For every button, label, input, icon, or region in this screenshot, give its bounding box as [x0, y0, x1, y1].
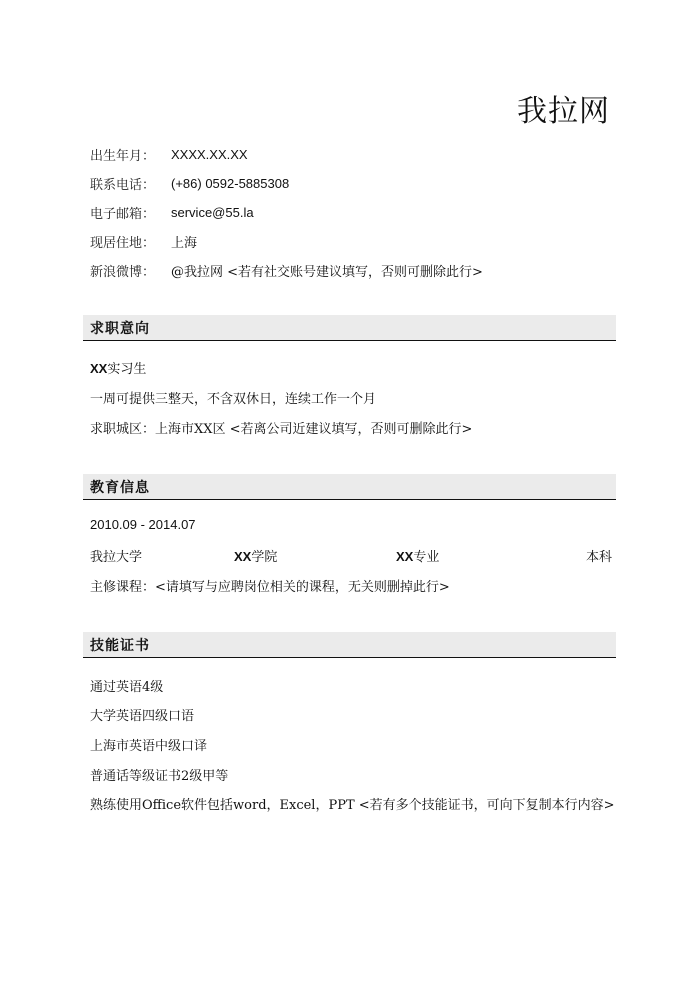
college-suffix: 学院 [251, 550, 278, 565]
skill-item: 熟练使用Office软件包括word，Excel，PPT <若有多个技能证书，可向下复制本行内容> [90, 798, 615, 813]
skill-item: 大学英语四级口语 [90, 709, 195, 724]
info-label: 现居住地： [90, 236, 156, 251]
info-label: 新浪微博： [90, 265, 156, 280]
job-city: 求职城区：上海市XX区 <若离公司近建议填写，否则可删除此行> [90, 422, 473, 437]
skill-item: 上海市英语中级口译 [90, 739, 208, 754]
info-value: XXXX.XX.XX [171, 147, 248, 162]
education-degree: 本科 [585, 550, 612, 565]
education-school: 我拉大学 [90, 550, 143, 565]
position-prefix: XX [90, 361, 108, 376]
info-row-residence [90, 227, 620, 256]
major-suffix: 专业 [413, 550, 440, 565]
info-row-weibo [90, 256, 620, 285]
personal-info [90, 140, 620, 285]
education-courses: 主修课程：<请填写与应聘岗位相关的课程，无关则删掉此行> [90, 580, 450, 595]
section-title: 教育信息 [90, 479, 150, 496]
section-header-education [83, 474, 616, 500]
info-row-phone [90, 169, 620, 198]
position-suffix: 实习生 [107, 362, 147, 377]
skill-item: 通过英语4级 [90, 680, 164, 695]
section-title: 求职意向 [90, 320, 150, 337]
resume-name: 我拉网 [517, 94, 610, 129]
job-availability: 一周可提供三整天，不含双休日，连续工作一个月 [90, 392, 377, 407]
info-value: (+86) 0592-5885308 [171, 176, 290, 191]
info-row-birth [90, 140, 620, 169]
info-label: 出生年月： [90, 149, 156, 164]
education-major [396, 546, 439, 565]
education-period: 2010.09 - 2014.07 [90, 517, 196, 532]
section-header-skills [83, 632, 616, 658]
job-position [90, 358, 146, 377]
college-prefix: XX [234, 549, 252, 564]
info-row-email [90, 198, 620, 227]
info-label: 电子邮箱： [90, 207, 156, 222]
education-college [234, 546, 277, 565]
section-title: 技能证书 [90, 637, 150, 654]
info-value: service@55.la [171, 205, 254, 220]
skill-item: 普通话等级证书2级甲等 [90, 769, 229, 784]
section-header-job-intention [83, 315, 616, 341]
info-label: 联系电话： [90, 178, 156, 193]
info-value: 上海 [171, 236, 198, 251]
education-row [90, 546, 612, 564]
info-value: @我拉网 <若有社交账号建议填写，否则可删除此行> [171, 265, 483, 280]
major-prefix: XX [396, 549, 414, 564]
